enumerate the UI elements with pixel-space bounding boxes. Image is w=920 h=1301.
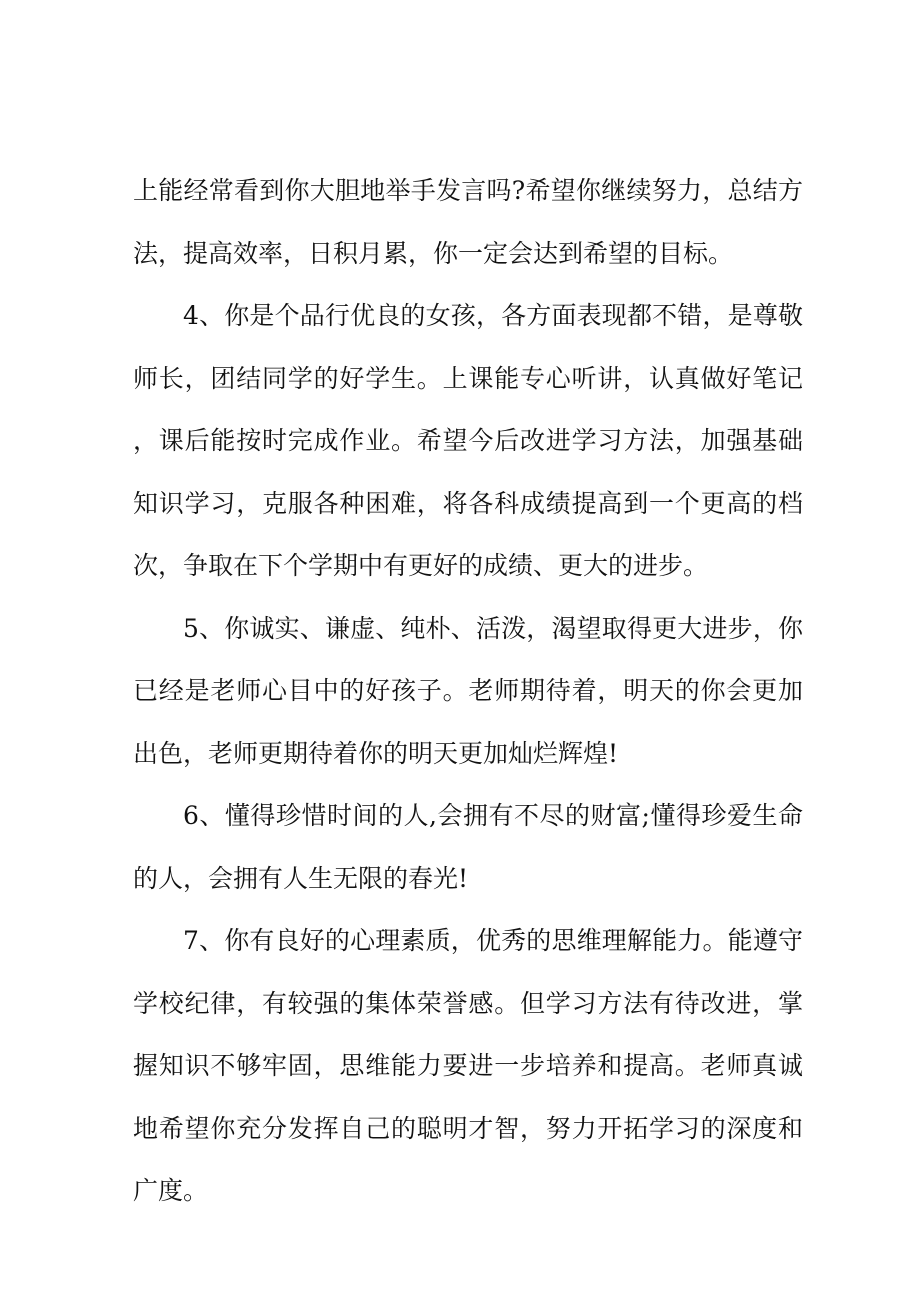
paragraph-item-6: 6、懂得珍惜时间的人,会拥有不尽的财富;懂得珍爱生命的人，会拥有人生无限的春光! — [133, 801, 803, 893]
paragraph-item-4: 4、你是个品行优良的女孩，各方面表现都不错，是尊敬师长，团结同学的好学生。上课能专心听讲，认真做好笔记，课后能按时完成作业。希望今后改进学习方法，加强基础知识学习，克服各种困难，将各科成绩提高到一个更高的档次，争取在下个学期中有更好的成绩、更大的进步。 — [133, 301, 803, 580]
document-body — [133, 160, 803, 1223]
paragraph-item-5: 5、你诚实、谦虚、纯朴、活泼，渴望取得更大进步，你已经是老师心目中的好孩子。老师期待着，明天的你会更加出色，老师更期待着你的明天更加灿烂辉煌! — [133, 613, 803, 768]
paragraph-continued: 上能经常看到你大胆地举手发言吗?希望你继续努力，总结方法，提高效率，日积月累，你一定会达到希望的目标。 — [133, 176, 803, 268]
paragraph-item-7: 7、你有良好的心理素质，优秀的思维理解能力。能遵守学校纪律，有较强的集体荣誉感。但学习方法有待改进，掌握知识不够牢固，思维能力要进一步培养和提高。老师真诚地希望你充分发挥自己的聪明才智，努力开拓学习的深度和广度。 — [133, 926, 803, 1205]
